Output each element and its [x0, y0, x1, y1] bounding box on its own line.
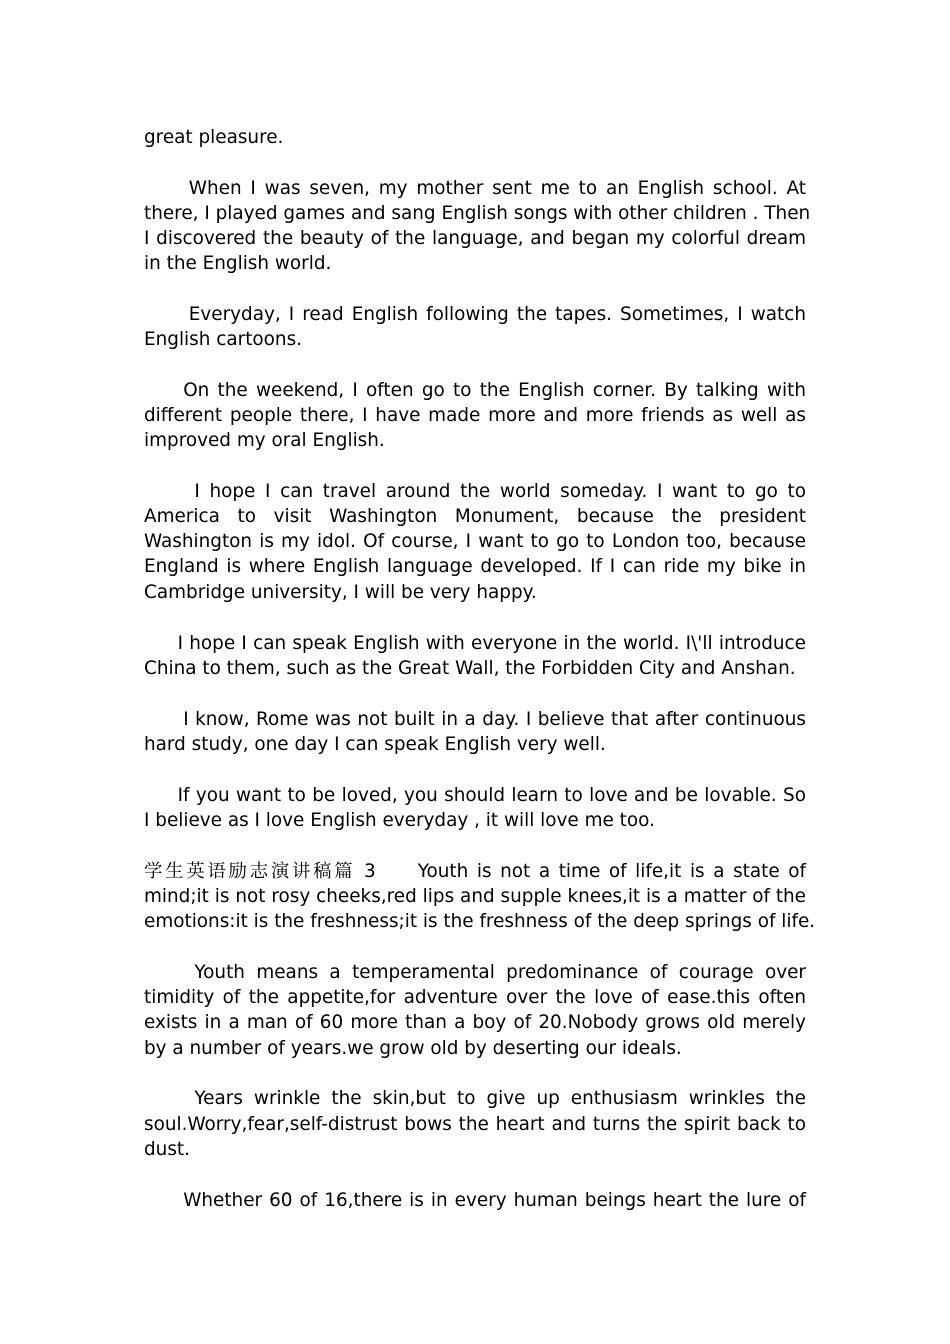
text-line: hard study, one day I can speak English very well. [144, 734, 606, 755]
text-line: America to visit Washington Monument, because the president [144, 506, 806, 527]
text-line: Everyday, I read English following the tapes. Sometimes, I watch [188, 304, 806, 325]
text-line: I believe as I love English everyday , it will love me too. [144, 810, 655, 831]
text-line: great pleasure. [144, 127, 284, 148]
section-heading: 学生英语励志演讲稿篇 3 [144, 861, 376, 882]
text-line: England is where English language developed. If I can ride my bike in [144, 556, 806, 577]
text-line: On the weekend, I often go to the English corner. By talking with [183, 380, 806, 401]
text-line: different people there, I have made more and more friends as well as [144, 405, 806, 426]
text-line: dust. [144, 1139, 190, 1160]
text-line: If you want to be loved, you should learn to love and be lovable. So [177, 785, 806, 806]
text-line: emotions:it is the freshness;it is the freshness of the deep springs of life. [144, 911, 816, 932]
text-line: Whether 60 of 16,there is in every human beings heart the lure of [183, 1190, 806, 1211]
text-line: by a number of years.we grow old by deserting our ideals. [144, 1038, 682, 1059]
text-line: China to them, such as the Great Wall, the Forbidden City and Anshan. [144, 658, 796, 679]
text-line: soul.Worry,fear,self-distrust bows the heart and turns the spirit back to [144, 1114, 806, 1135]
text-line: Cambridge university, I will be very happy. [144, 582, 537, 603]
text-line: I discovered the beauty of the language, and began my colorful dream [144, 228, 806, 249]
text-line: exists in a man of 60 more than a boy of 20.Nobody grows old merely [144, 1012, 806, 1033]
text-line: When I was seven, my mother sent me to an English school. At [188, 178, 806, 199]
section-heading-line [144, 859, 806, 885]
text-line: there, I played games and sang English songs with other children . Then [144, 203, 811, 224]
text-line: improved my oral English. [144, 430, 385, 451]
text-line: mind;it is not rosy cheeks,red lips and supple knees,it is a matter of the [144, 886, 806, 907]
text-line: I know, Rome was not built in a day. I believe that after continuous [183, 709, 806, 730]
text-line: Washington is my idol. Of course, I want to go to London too, because [144, 531, 806, 552]
text-line: Youth means a temperamental predominance of courage over [194, 962, 806, 983]
text-line: in the English world. [144, 253, 332, 274]
text-line: I hope I can travel around the world someday. I want to go to [194, 481, 806, 502]
text-line: Youth is not a time of life,it is a state of [417, 861, 806, 882]
text-line: English cartoons. [144, 329, 302, 350]
text-line: Years wrinkle the skin,but to give up enthusiasm wrinkles the [194, 1088, 806, 1109]
text-line: I hope I can speak English with everyone in the world. I\'ll introduce [177, 633, 806, 654]
text-line: timidity of the appetite,for adventure over the love of ease.this often [144, 987, 806, 1008]
